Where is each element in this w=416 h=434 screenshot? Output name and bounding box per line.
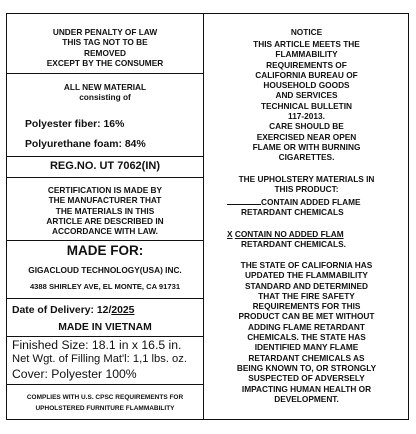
company-name: GIGACLOUD TECHNOLOGY(USA) INC.	[28, 265, 182, 275]
divider	[7, 298, 203, 299]
upholstery-statement: THE UPHOLSTERY MATERIALS IN THIS PRODUCT:	[238, 174, 375, 195]
reg-number: REG.NO. UT 7062(IN)	[49, 160, 161, 172]
company-address: 4388 SHIRLEY AVE, EL MONTE, CA 91731	[29, 282, 181, 291]
divider	[7, 336, 203, 337]
made-for-label: MADE FOR:	[66, 243, 144, 258]
finished-size: Finished Size: 18.1 in x 16.5 in.	[12, 338, 182, 352]
divider	[7, 384, 203, 385]
law-tag	[6, 13, 409, 420]
option-selected-mark: X	[227, 229, 233, 239]
divider	[7, 240, 203, 241]
divider	[7, 156, 203, 157]
delivery-date: Date of Delivery: 12/2025	[12, 305, 135, 316]
net-weight: Net Wgt. of Filling Mat'l: 1,1 lbs. oz.	[12, 353, 187, 365]
divider	[7, 177, 203, 178]
new-material-heading: ALL NEW MATERIAL consisting of	[63, 82, 147, 103]
made-in-country: MADE IN VIETNAM	[58, 322, 152, 333]
divider	[7, 73, 203, 74]
option-contains-no-added: X CONTAIN NO ADDED FLAM RETARDANT CHEMICALS.	[227, 229, 346, 250]
certification-statement: CERTIFICATION IS MADE BY THE MANUFACTURER THAT THE MATERIALS IN THIS ARTICLE ARE DESCRIBED IN ACCORDANCE WITH LAW.	[46, 185, 164, 237]
polyester-fiber: Polyester fiber: 16%	[25, 119, 125, 130]
blank-checkbox-line	[227, 196, 261, 205]
option-contains-added: CONTAIN ADDED FLAME RETARDANT CHEMICALS	[227, 196, 407, 218]
cover-material: Cover: Polyester 100%	[12, 367, 137, 381]
notice-title: NOTICE	[290, 27, 323, 37]
flammability-notice: THIS ARTICLE MEETS THE FLAMMABILITY REQUIREMENTS OF CALIFORNIA BUREAU OF HOUSEHOLD GOODS AND SERVICES TECHNICAL BULLETIN 117-2013. CARE SHOULD BE EXERCISED NEAR OPEN FLAME OR WITH BURNING CIGARETTES.	[252, 39, 361, 163]
polyurethane-foam: Polyurethane foam: 84%	[25, 139, 146, 150]
cpsc-compliance: COMPLIES WITH U.S. CPSC REQUIREMENTS FOR UPHOLSTERED FURNITURE FLAMMABILITY	[26, 394, 184, 412]
delivery-year: 2025	[111, 305, 135, 316]
penalty-notice: UNDER PENALTY OF LAW THIS TAG NOT TO BE REMOVED EXCEPT BY THE CONSUMER	[46, 27, 164, 68]
california-statement: THE STATE OF CALIFORNIA HAS UPDATED THE FLAMMABILITY STANDARD AND DETERMINED THAT THE FIRE SAFETY REQUIREMENTS FOR THIS PRODUCT CAN BE MET WITHOUT ADDING FLAME RETARDANT CHEMICALS. THE STATE HAS IDENTIFIED MANY FLAME RETARDANT CHEMICALS AS BEING KNOWN TO, OR STRONGLY SUSPECTED OF ADVERSELY IMPACTING HUMAN HEALTH OR DEVELOPMENT.	[236, 260, 377, 404]
column-divider	[203, 14, 204, 419]
